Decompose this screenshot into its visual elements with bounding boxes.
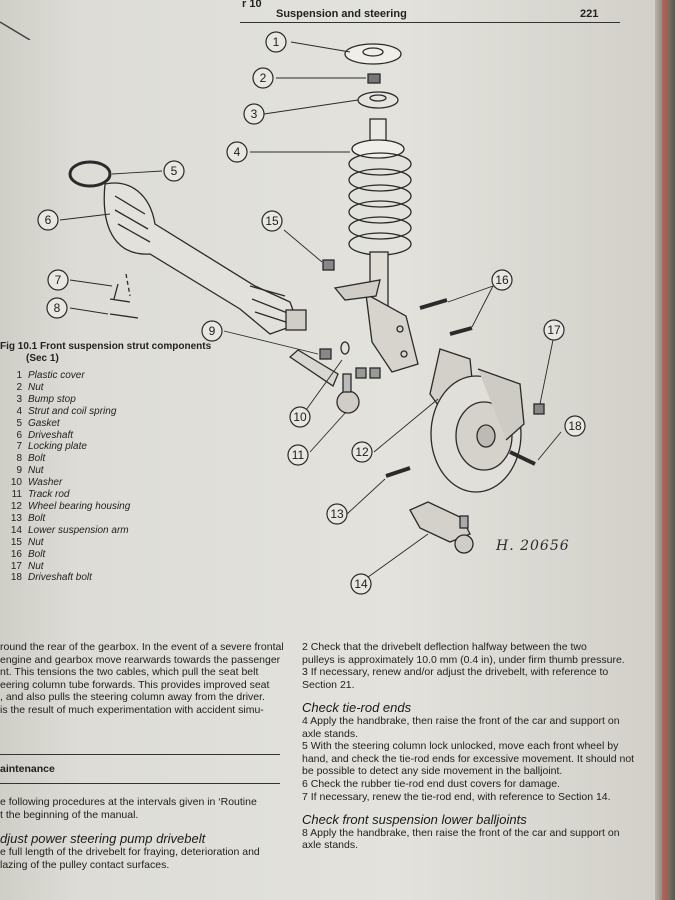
legend-number: 1: [16, 370, 22, 381]
part-lower-arm: [410, 502, 473, 553]
part-wheel-bearing-housing: [356, 349, 524, 492]
text-line: engine and gearbox move rearwards towards the passenger: [0, 653, 281, 666]
legend-text: Track rod: [28, 489, 70, 501]
legend-number: 18: [10, 572, 22, 584]
figure-reference-number: H. 20656: [496, 538, 570, 554]
left-paragraph: [0, 641, 284, 717]
callout-label: 2: [259, 71, 267, 85]
figure-subtitle: (Sec 1): [26, 353, 59, 364]
callout-label: 10: [293, 410, 307, 424]
legend-text: Lower suspension arm: [28, 524, 129, 536]
drivebelt-step: [0, 846, 280, 871]
figure-legend-block: [0, 340, 240, 584]
right-column: [302, 641, 647, 852]
legend-number: 4: [16, 405, 22, 417]
legend-item: [0, 525, 240, 537]
legend-text: Nut: [28, 536, 44, 548]
part-nut-17: [534, 404, 544, 414]
part-bolt-16a: [420, 300, 447, 308]
legend-number: 16: [10, 548, 22, 560]
legend-item: [0, 501, 240, 513]
legend-text: Wheel bearing housing: [28, 500, 131, 512]
legend-number: 11: [11, 489, 22, 501]
text-line: is the result of much experimentation with accident simu-: [0, 703, 264, 716]
text-line: 3 If necessary, renew and/or adjust the drivebelt, with reference to: [302, 666, 609, 679]
legend-number: 3: [16, 393, 22, 405]
legend-text: Washer: [28, 477, 63, 489]
text-line: axle stands.: [302, 727, 359, 740]
callout-label: 18: [568, 419, 582, 433]
text-line: e full length of the drivebelt for fraying, deterioration and: [0, 845, 260, 858]
legend-item: [0, 537, 240, 549]
header-page-number: 221: [580, 8, 599, 20]
text-line: eering column tube forwards. This provides improved seat: [0, 678, 270, 691]
maintenance-intro: [0, 796, 280, 821]
part-gasket: [70, 162, 110, 186]
legend-item: [0, 370, 240, 382]
callout-label: 13: [330, 507, 344, 521]
subheading-drivebelt: djust power steering pump drivebelt: [0, 831, 206, 847]
drivebelt-steps-2-3: [302, 641, 647, 691]
part-strut-spring: [335, 119, 418, 372]
legend-item: [0, 394, 240, 406]
part-bolt-13: [386, 468, 410, 476]
text-line: , and also pulls the steering column away from the driver.: [0, 691, 265, 704]
text-line: 4 Apply the handbrake, then raise the front of the car and support on: [302, 714, 620, 727]
legend-item: [0, 477, 240, 489]
legend-item: [0, 549, 240, 561]
legend-number: 17: [10, 560, 22, 572]
figure-title: Fig 10.1 Front suspension strut components: [0, 341, 212, 352]
section-rule-top: [0, 754, 280, 755]
header-chapter: r 10: [242, 0, 262, 10]
legend-item: [0, 572, 240, 584]
text-line: 7 If necessary, renew the tie-rod end, with reference to Section 14.: [302, 790, 611, 803]
legend-item: [0, 418, 240, 430]
legend-text: Plastic cover: [28, 370, 85, 381]
text-line: pulleys is approximately 10.0 mm (0.4 in), under firm thumb pressure.: [302, 653, 625, 666]
part-nut-9: [320, 349, 331, 359]
text-line: Section 21.: [302, 678, 355, 691]
text-line: round the rear of the gearbox. In the event of a severe frontal: [0, 641, 284, 653]
header-title: Suspension and steering: [276, 8, 407, 20]
text-line: axle stands.: [302, 839, 359, 852]
callout-label: 8: [53, 301, 61, 315]
tie-rod-steps: [302, 715, 647, 803]
callout-label: 12: [355, 445, 369, 459]
legend-text: Bump stop: [28, 393, 76, 405]
text-line: t the beginning of the manual.: [0, 808, 139, 821]
callout-label: 16: [495, 273, 509, 287]
callout-label: 9: [208, 324, 216, 338]
legend-number: 8: [16, 453, 22, 465]
legend-item: [0, 465, 240, 477]
legend-text: Bolt: [28, 548, 46, 560]
legend-text: Nut: [28, 560, 44, 572]
legend-number: 7: [16, 441, 22, 453]
callout-label: 1: [272, 35, 280, 49]
legend-number: 6: [16, 429, 22, 441]
legend-text: Driveshaft: [28, 429, 74, 441]
legend-text: Bolt: [28, 512, 46, 524]
text-line: 5 With the steering column lock unlocked, move each front wheel by: [302, 740, 619, 753]
part-bolt-16b: [450, 328, 472, 334]
part-washer: [341, 342, 349, 354]
legend-text: Strut and coil spring: [28, 405, 117, 417]
legend-item: [0, 561, 240, 573]
text-line: 6 Check the rubber tie-rod end dust covers for damage.: [302, 777, 560, 790]
balljoint-steps: [302, 827, 647, 852]
legend-text: Nut: [28, 465, 44, 477]
text-line: lazing of the pulley contact surfaces.: [0, 858, 170, 871]
callout-label: 17: [547, 323, 561, 337]
legend-item: [0, 382, 240, 394]
legend-item: [0, 406, 240, 418]
callout-label: 3: [250, 107, 258, 121]
legend-text: Bolt: [28, 453, 46, 465]
callout-label: 4: [233, 145, 241, 159]
text-line: e following procedures at the intervals given in ‘Routine: [0, 796, 257, 809]
part-locking-plate: [110, 284, 130, 302]
callout-label: 7: [54, 273, 62, 287]
part-nut-15: [323, 260, 334, 270]
header-rule: [240, 22, 620, 23]
text-line: 8 Apply the handbrake, then raise the front of the car and support on: [302, 826, 620, 839]
part-driveshaft: [104, 183, 306, 334]
legend-number: 10: [10, 477, 22, 489]
heading-lower-balljoints: Check front suspension lower balljoints: [302, 812, 527, 828]
text-line: 2 Check that the drivebelt deflection halfway between the two: [302, 641, 587, 653]
section-heading-maintenance: aintenance: [0, 762, 55, 775]
legend-item: [0, 453, 240, 465]
legend-item: [0, 513, 240, 525]
legend-number: 2: [16, 381, 22, 393]
legend-number: 13: [10, 512, 22, 524]
part-nut: [368, 74, 380, 83]
legend-text: Nut: [28, 381, 44, 393]
callout-label: 5: [170, 164, 178, 178]
legend-text: Gasket: [28, 417, 60, 429]
book-edge-stripe: [662, 0, 668, 900]
callout-label: 14: [354, 577, 368, 591]
callout-label: 6: [44, 213, 52, 227]
figure-legend: [0, 370, 240, 584]
text-line: nt. This tensions the two cables, which pull the seat belt: [0, 666, 259, 679]
legend-number: 15: [10, 536, 22, 548]
legend-item: [0, 430, 240, 442]
heading-tie-rod-ends: Check tie-rod ends: [302, 700, 412, 716]
text-line: be possible to detect any side movement in the balljoint.: [302, 765, 563, 778]
left-column: [0, 641, 284, 871]
part-bolt-8: [110, 314, 138, 318]
legend-number: 14: [10, 524, 22, 536]
callout-label: 15: [265, 214, 279, 228]
callout-label: 11: [291, 448, 305, 462]
part-plastic-cover: [345, 44, 401, 64]
legend-number: 5: [16, 417, 22, 429]
legend-number: 12: [10, 500, 22, 512]
legend-item: [0, 441, 240, 453]
legend-item: [0, 489, 240, 501]
text-line: hand, and check the tie-rod ends for excessive movement. It should not: [302, 752, 635, 765]
legend-number: 9: [16, 465, 22, 477]
legend-text: Locking plate: [28, 441, 87, 453]
legend-text: Driveshaft bolt: [28, 572, 92, 584]
running-header: [0, 0, 655, 26]
